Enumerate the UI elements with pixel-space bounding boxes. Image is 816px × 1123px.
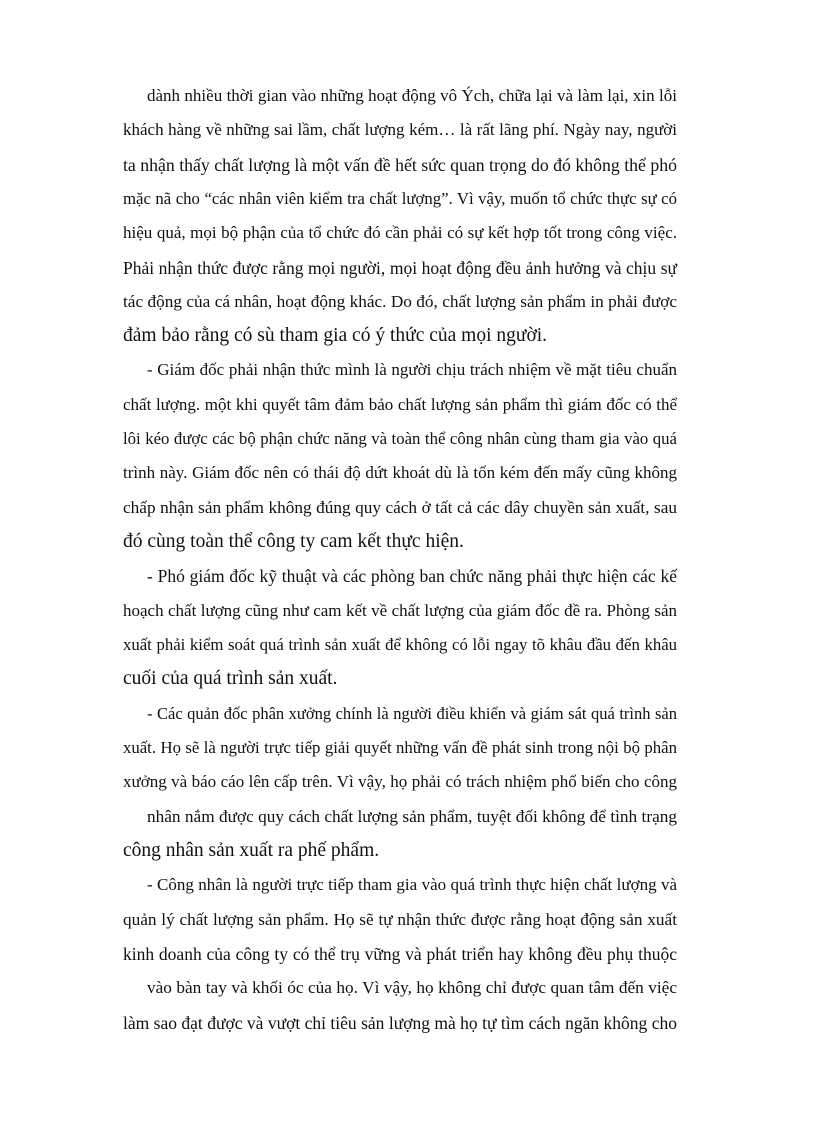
text-line: ta nhận thấy chất lượng là một vấn đề hết sức quan trọng do đó không thể phó [123, 155, 677, 175]
text-line: - Các quản đốc phân xưởng chính là người điều khiển và giám sát quá trình sản [147, 704, 677, 723]
text-line: Phải nhận thức được rằng mọi người, mọi hoạt động đều ảnh hưởng và chịu sự [123, 258, 677, 278]
text-line: lôi kéo được các bộ phận chức năng và toàn thể công nhân cùng tham gia vào quá [123, 429, 677, 448]
text-line: quản lý chất lượng sản phẩm. Họ sẽ tự nhận thức được rằng hoạt động sản xuất [123, 910, 677, 929]
text-line: hiệu quả, mọi bộ phận của tổ chức đó cần phải có sự kết hợp tốt trong công việc. [123, 223, 677, 242]
text-line: - Phó giám đốc kỹ thuật và các phòng ban chức năng phải thực hiện các kế [147, 566, 677, 586]
text-line: xưởng và báo cáo lên cấp trên. Vì vậy, họ phải có trách nhiệm phổ biến cho công [123, 772, 677, 791]
text-line: khách hàng về những sai lầm, chất lượng kém… là rất lãng phí. Ngày nay, người [123, 120, 677, 139]
text-line: đó cùng toàn thể công ty cam kết thực hiện. [123, 531, 464, 552]
text-line: - Công nhân là người trực tiếp tham gia vào quá trình thực hiện chất lượng và [147, 875, 677, 894]
text-line: chấp nhận sản phẩm không đúng quy cách ở tất cả các dây chuyền sản xuất, sau [123, 498, 677, 517]
text-line: đảm bảo rằng có sù tham gia có ý thức của mọi người. [123, 325, 548, 346]
text-line: công nhân sản xuất ra phế phẩm. [123, 840, 380, 861]
text-line: - Giám đốc phải nhận thức mình là người chịu trách nhiệm về mặt tiêu chuẩn [147, 360, 677, 379]
text-line: xuất phải kiểm soát quá trình sản xuất để không có lỗi ngay tõ khâu đầu đến khâu [123, 635, 677, 654]
text-line: mặc nã cho “các nhân viên kiểm tra chất lượng”. Vì vậy, muốn tổ chức thực sự có [123, 189, 677, 208]
text-line: cuối của quá trình sản xuất. [123, 668, 338, 689]
text-line: nhân nắm được quy cách chất lượng sản phẩm, tuyệt đối không để tình trạng [147, 807, 677, 826]
text-line: chất lượng. một khi quyết tâm đảm bảo chất lượng sản phẩm thì giám đốc có thể [123, 395, 677, 414]
text-line: làm sao đạt được và vượt chỉ tiêu sản lượng mà họ tự tìm cách ngăn không cho [123, 1013, 677, 1033]
text-line: dành nhiều thời gian vào những hoạt động vô Ých, chữa lại và làm lại, xin lỗi [147, 86, 677, 105]
text-line: trình này. Giám đốc nên có thái độ dứt khoát dù là tốn kém đến mấy cũng không [123, 463, 677, 482]
text-line: tác động của cá nhân, hoạt động khác. Do đó, chất lượng sản phẩm in phải được [123, 292, 677, 311]
text-line: vào bàn tay và khối óc của họ. Vì vậy, họ không chỉ được quan tâm đến việc [147, 978, 677, 997]
text-line: xuất. Họ sẽ là người trực tiếp giải quyết những vấn đề phát sinh trong nội bộ phân [123, 738, 677, 757]
text-line: kinh doanh của công ty có thể trụ vững và phát triển hay không đều phụ thuộc [123, 944, 677, 964]
text-line: hoạch chất lượng cũng như cam kết về chất lượng của giám đốc đề ra. Phòng sản [123, 601, 677, 620]
